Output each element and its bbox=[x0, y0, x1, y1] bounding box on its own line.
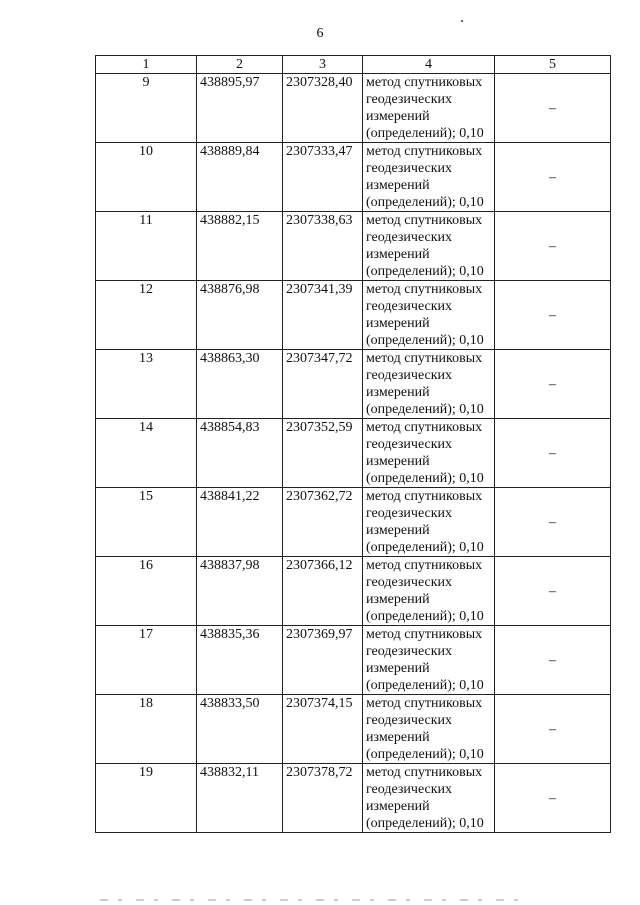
table-row bbox=[96, 281, 611, 350]
y-coordinate-cell: 2307362,72 bbox=[283, 488, 363, 557]
page-number: 6 bbox=[316, 26, 324, 41]
table-row bbox=[96, 488, 611, 557]
y-coordinate-cell: 2307333,47 bbox=[283, 143, 363, 212]
header-col-3: 3 bbox=[283, 56, 363, 74]
y-coordinate-cell: 2307374,15 bbox=[283, 695, 363, 764]
x-coordinate-cell: 438837,98 bbox=[197, 557, 283, 626]
method-cell: метод спутниковых геодезических измерений (определений); 0,10 bbox=[363, 143, 495, 212]
point-number-cell: 13 bbox=[96, 350, 197, 419]
coordinates-table bbox=[95, 55, 611, 833]
method-cell: метод спутниковых геодезических измерений (определений); 0,10 bbox=[363, 74, 495, 143]
y-coordinate-cell: 2307328,40 bbox=[283, 74, 363, 143]
table-row bbox=[96, 764, 611, 833]
y-coordinate-cell: 2307366,12 bbox=[283, 557, 363, 626]
point-number-cell: 18 bbox=[96, 695, 197, 764]
x-coordinate-cell: 438876,98 bbox=[197, 281, 283, 350]
method-cell: метод спутниковых геодезических измерений (определений); 0,10 bbox=[363, 557, 495, 626]
header-col-2: 2 bbox=[197, 56, 283, 74]
header-col-5: 5 bbox=[495, 56, 611, 74]
method-cell: метод спутниковых геодезических измерений (определений); 0,10 bbox=[363, 695, 495, 764]
scan-edge-artifact bbox=[100, 899, 530, 902]
note-cell: – bbox=[495, 281, 611, 350]
method-cell: метод спутниковых геодезических измерений (определений); 0,10 bbox=[363, 764, 495, 833]
note-cell: – bbox=[495, 764, 611, 833]
table-header-row bbox=[96, 56, 611, 74]
header-col-4: 4 bbox=[363, 56, 495, 74]
point-number-cell: 15 bbox=[96, 488, 197, 557]
method-cell: метод спутниковых геодезических измерений (определений); 0,10 bbox=[363, 419, 495, 488]
point-number-cell: 9 bbox=[96, 74, 197, 143]
table-row bbox=[96, 557, 611, 626]
table-row bbox=[96, 350, 611, 419]
point-number-cell: 19 bbox=[96, 764, 197, 833]
x-coordinate-cell: 438835,36 bbox=[197, 626, 283, 695]
table-row bbox=[96, 212, 611, 281]
note-cell: – bbox=[495, 419, 611, 488]
y-coordinate-cell: 2307352,59 bbox=[283, 419, 363, 488]
table-row bbox=[96, 626, 611, 695]
method-cell: метод спутниковых геодезических измерений (определений); 0,10 bbox=[363, 281, 495, 350]
note-cell: – bbox=[495, 350, 611, 419]
note-cell: – bbox=[495, 143, 611, 212]
x-coordinate-cell: 438889,84 bbox=[197, 143, 283, 212]
method-cell: метод спутниковых геодезических измерений (определений); 0,10 bbox=[363, 488, 495, 557]
x-coordinate-cell: 438863,30 bbox=[197, 350, 283, 419]
note-cell: – bbox=[495, 488, 611, 557]
y-coordinate-cell: 2307378,72 bbox=[283, 764, 363, 833]
method-cell: метод спутниковых геодезических измерений (определений); 0,10 bbox=[363, 626, 495, 695]
note-cell: – bbox=[495, 695, 611, 764]
point-number-cell: 14 bbox=[96, 419, 197, 488]
scan-speck bbox=[461, 20, 463, 22]
point-number-cell: 10 bbox=[96, 143, 197, 212]
table-row bbox=[96, 143, 611, 212]
point-number-cell: 17 bbox=[96, 626, 197, 695]
y-coordinate-cell: 2307341,39 bbox=[283, 281, 363, 350]
x-coordinate-cell: 438841,22 bbox=[197, 488, 283, 557]
x-coordinate-cell: 438895,97 bbox=[197, 74, 283, 143]
y-coordinate-cell: 2307347,72 bbox=[283, 350, 363, 419]
y-coordinate-cell: 2307369,97 bbox=[283, 626, 363, 695]
x-coordinate-cell: 438854,83 bbox=[197, 419, 283, 488]
table-row bbox=[96, 695, 611, 764]
note-cell: – bbox=[495, 74, 611, 143]
point-number-cell: 11 bbox=[96, 212, 197, 281]
table-body bbox=[96, 56, 611, 833]
note-cell: – bbox=[495, 212, 611, 281]
point-number-cell: 12 bbox=[96, 281, 197, 350]
y-coordinate-cell: 2307338,63 bbox=[283, 212, 363, 281]
method-cell: метод спутниковых геодезических измерений (определений); 0,10 bbox=[363, 350, 495, 419]
note-cell: – bbox=[495, 557, 611, 626]
x-coordinate-cell: 438832,11 bbox=[197, 764, 283, 833]
table-row bbox=[96, 74, 611, 143]
method-cell: метод спутниковых геодезических измерений (определений); 0,10 bbox=[363, 212, 495, 281]
x-coordinate-cell: 438882,15 bbox=[197, 212, 283, 281]
point-number-cell: 16 bbox=[96, 557, 197, 626]
table-row bbox=[96, 419, 611, 488]
header-col-1: 1 bbox=[96, 56, 197, 74]
x-coordinate-cell: 438833,50 bbox=[197, 695, 283, 764]
note-cell: – bbox=[495, 626, 611, 695]
